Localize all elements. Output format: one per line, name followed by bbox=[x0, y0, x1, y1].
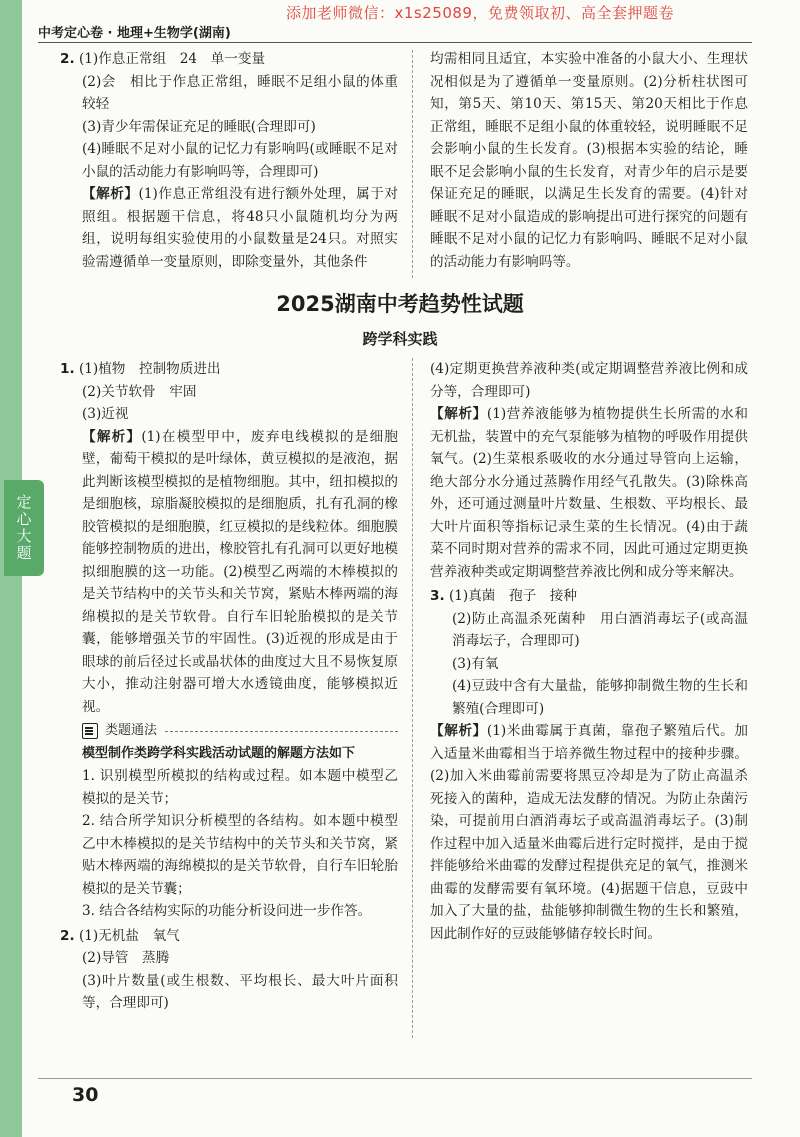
answer-line: (4)定期更换营养液种类(或定期调整营养液比例和成分等，合理即可) bbox=[430, 361, 748, 400]
answer-line: (1)真菌 孢子 接种 bbox=[448, 588, 577, 604]
header-rule bbox=[38, 42, 752, 43]
tip-item: 1. 识别模型所模拟的结构或过程。如本题中模型乙模拟的是关节； bbox=[82, 768, 398, 807]
answer-line: (1)植物 控制物质进出 bbox=[78, 361, 221, 377]
method-note-icon bbox=[82, 723, 98, 739]
tip-subtitle: 模型制作类跨学科实践活动试题的解题方法如下 bbox=[82, 745, 356, 761]
answer-line: (1)无机盐 氧气 bbox=[78, 927, 180, 944]
question-number: 2. bbox=[60, 51, 75, 67]
page-number: 30 bbox=[72, 1084, 99, 1106]
column-divider bbox=[412, 50, 413, 278]
watermark-text: 添加老师微信：x1s25089，免费领取初、高全套押题卷 bbox=[286, 4, 674, 22]
answer-line: (4)豆豉中含有大量盐，能够抑制微生物的生长和繁殖(合理即可) bbox=[452, 678, 748, 717]
footer-rule bbox=[38, 1078, 752, 1079]
tip-item: 2. 结合所学知识分析模型的各结构。如本题中模型乙中木棒模拟的是关节结构中的关节头和关节窝，紧贴木棒两端的海绵模拟的是关节软骨，自行车旧轮胎模拟的是关节囊； bbox=[82, 813, 398, 897]
answer-line: (4)睡眠不足对小鼠的记忆力有影响吗(或睡眠不足对小鼠的活动能力有影响吗等，合理即可) bbox=[82, 141, 398, 180]
question-number: 2. bbox=[60, 927, 75, 944]
analysis-text: (1)在模型甲中，废弃电线模拟的是细胞壁，葡萄干模拟的是叶绿体，黄豆模拟的是液泡，据此判断该模型模拟的是植物细胞。其中，纽扣模拟的是细胞核，琼脂凝胶模拟的是细胞质，扎有孔洞的橡胶管模拟的是细胞膜，红豆模拟的是线粒体。细胞膜能够控制物质的进出，橡胶管扎有孔洞可以更好地模拟细胞膜的这一功能。(2)模型乙两端的木棒模拟的是关节结构中的关节头和关节窝，紧贴木棒两端的海绵模拟的是关节软骨。自行车旧轮胎模拟的是关节囊，能够增强关节的牢固性。(3)近视的形成是由于眼球的前后径过长或晶状体的曲度过大且不易恢复原大小，推动注射器可增大水透镜曲度，能够模拟近视。 bbox=[82, 428, 399, 715]
column-divider bbox=[412, 358, 413, 1038]
running-header: 中考定心卷 · 地理+生物学(湖南) bbox=[38, 26, 231, 41]
left-column bbox=[60, 358, 398, 1015]
answer-line: (3)叶片数量(或生根数、平均根长、最大叶片面积等，合理即可) bbox=[82, 972, 398, 1011]
tip-item: 3. 结合各结构实际的功能分析设问进一步作答。 bbox=[82, 903, 372, 919]
answer-line: (2)会 相比于作息正常组，睡眠不足组小鼠的体重较轻 bbox=[82, 73, 398, 112]
answer-line: (3)青少年需保证充足的睡眠(合理即可) bbox=[82, 118, 316, 135]
analysis-tag: 【解析】 bbox=[430, 406, 487, 422]
answer-line: (2)防止高温杀死菌种 用白酒消毒坛子(或高温消毒坛子，合理即可) bbox=[452, 610, 748, 649]
analysis-continued: 均需相同且适宜，本实验中准备的小鼠大小、生理状况相似是为了遵循单一变量原则。(2)分析柱状图可知，第5天、第10天、第15天、第20天相比于作息正常组，睡眠不足组小鼠的体重较轻，说明睡眠不足会影响小鼠的生长发育。(3)根据本实验的结论，睡眠不足会影响小鼠的生长发育，对青少年的启示是要保证充足的睡眠，以满足生长发育的需要。(4)针对睡眠不足对小鼠造成的影响提出可进行探究的问题有睡眠不足对小鼠的记忆力有影响吗、睡眠不足对小鼠的活动能力有影响吗等。 bbox=[430, 51, 748, 270]
right-column bbox=[430, 358, 748, 945]
tip-label: 类题通法 bbox=[105, 723, 158, 738]
tip-header bbox=[60, 720, 398, 743]
analysis-tag: 【解析】 bbox=[430, 723, 487, 739]
answer-line: (1)作息正常组 24 单一变量 bbox=[78, 51, 266, 67]
analysis-text: (1)米曲霉属于真菌，靠孢子繁殖后代。加入适量米曲霉相当于培养微生物过程中的接种步骤。(2)加入米曲霉前需要将黑豆冷却是为了防止高温杀死接入的菌种，造成无法发酵的情况。为防止杂菌污染，可提前用白酒消毒坛子或高温消毒坛子。(3)制作过程中加入适量米曲霉后进行定时搅拌，是由于搅拌能够给米曲霉的发酵过程提供充足的氧气，推测米曲霉的发酵需要有氧环境。(4)据题干信息，豆豉中加入了大量的盐，盐能够抑制微生物的生长和繁殖，因此制作好的豆豉能够储存较长时间。 bbox=[430, 723, 748, 942]
analysis-tag: 【解析】 bbox=[82, 186, 139, 202]
answer-line: (2)关节软骨 牢固 bbox=[82, 383, 197, 400]
analysis-text: (1)作息正常组没有进行额外处理，属于对照组。根据题干信息，将48只小鼠随机均分为两组，说明每组实验使用的小鼠数量是24只。对照实验需遵循单一变量原则，即除变量外，其他条件 bbox=[82, 186, 398, 270]
question-number: 1. bbox=[60, 361, 75, 377]
section-subtitle: 跨学科实践 bbox=[362, 330, 438, 348]
answer-line: (2)导管 蒸腾 bbox=[82, 950, 170, 966]
top-left-column bbox=[60, 48, 398, 273]
section-title: 2025湖南中考趋势性试题 bbox=[276, 292, 524, 316]
tip-rule bbox=[165, 731, 398, 732]
question-number: 3. bbox=[430, 588, 445, 604]
answer-line: (3)有氧 bbox=[452, 655, 499, 672]
top-right-column bbox=[430, 48, 748, 273]
analysis-text: (1)营养液能够为植物提供生长所需的水和无机盐，装置中的充气泵能够为植物的呼吸作用提供氧气。(2)生菜根系吸收的水分通过导管向上运输，绝大部分水分通过蒸腾作用经气孔散失。(3)除株高外，还可通过测量叶片数量、生根数、平均根长、最大叶片面积等指标记录生菜的生长情况。(4)由于蔬菜不同时期对营养的需求不同，因此可通过定期更换营养液种类或定期调整营养液比例和成分等来解决。 bbox=[430, 406, 748, 580]
answer-line: (3)近视 bbox=[82, 406, 129, 422]
side-tab: 定心大题 bbox=[4, 480, 44, 576]
analysis-tag: 【解析】 bbox=[82, 428, 142, 445]
